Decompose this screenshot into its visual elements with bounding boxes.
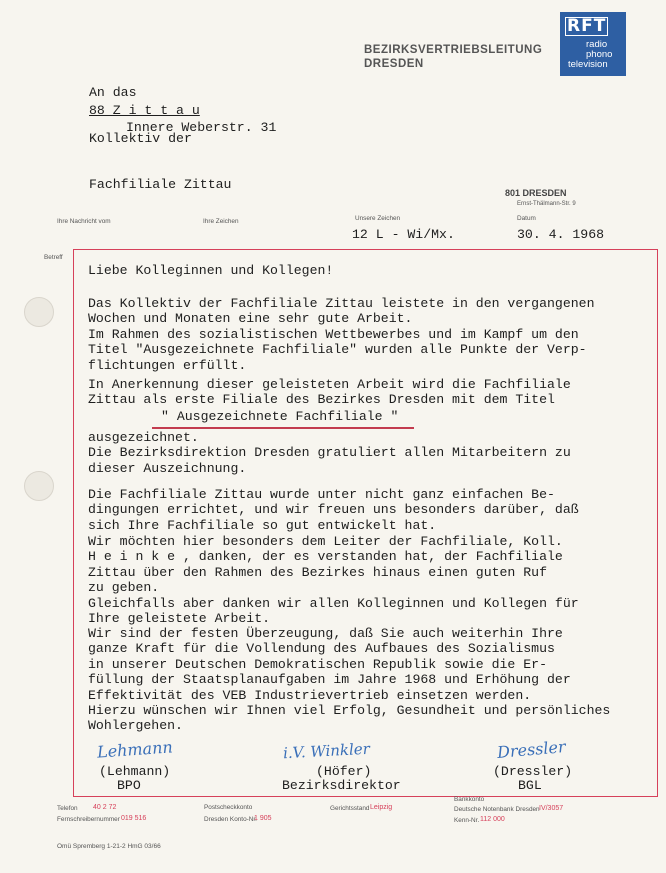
signature-hoefer: i.V. Winkler <box>282 739 371 763</box>
label-datum: Datum <box>517 215 536 222</box>
recipient-line1: An das <box>89 84 137 100</box>
rft-logo-mark: RFT <box>567 16 607 36</box>
recipient-zip-city: 88 Z i t t a u <box>89 103 200 118</box>
recipient-line3: Fachfiliale Zittau <box>89 177 232 193</box>
footer-postscheck-label: Postscheckkonto <box>204 804 253 811</box>
unsere-zeichen-value: 12 L - Wi/Mx. <box>352 227 455 242</box>
label-ihre-nachricht: Ihre Nachricht vom <box>57 218 111 225</box>
signer-2-role: Bezirksdirektor <box>282 778 401 793</box>
footer-kenn-value: 112 000 <box>480 816 505 823</box>
paragraph-2: In Anerkennung dieser geleisteten Arbeit wird die Fachfiliale Zittau als erste Filiale des Bezirkes Dresden mit dem Titel <box>88 377 571 408</box>
label-unsere-zeichen: Unsere Zeichen <box>355 215 401 222</box>
award-title-underline <box>152 427 414 429</box>
footer-bank-name: Deutsche Notenbank Dresden <box>454 806 540 813</box>
footer-postscheck-line: Dresden Konto-Nr. <box>204 816 257 823</box>
sender-street: Ernst-Thälmann-Str. 9 <box>517 201 576 207</box>
label-betreff: Betreff <box>44 254 63 261</box>
rft-logo-television: television <box>568 59 608 70</box>
rft-logo-radio: radio <box>586 39 608 50</box>
footer-fernschreib-value: 019 516 <box>121 815 147 822</box>
footer-postscheck-value: 1 905 <box>254 815 272 822</box>
signer-2-name: (Höfer) <box>316 764 372 779</box>
label-ihre-zeichen: Ihre Zeichen <box>203 218 239 225</box>
footer-bankkonto-label: Bankkonto <box>454 796 485 803</box>
recipient-line2: Kollektiv der <box>89 131 192 147</box>
paragraph-1: Das Kollektiv der Fachfiliale Zittau leistete in den vergangenen Wochen und Monaten eine sehr gute Arbeit. Im Rahmen des sozialistischen Wettbewerbes und im Kampf um den Titel "Ausgezeichnete Fachfiliale" wurden alle Punkte der Verp- flichtungen erfüllt. <box>88 296 595 373</box>
signer-3-name: (Dressler) <box>493 764 573 779</box>
footer-bank-value: IV/3057 <box>539 805 564 812</box>
signer-1-name: (Lehmann) <box>99 764 171 779</box>
signer-1-role: BPO <box>117 778 141 793</box>
paragraph-3: ausgezeichnet. Die Bezirksdirektion Dresden gratuliert allen Mitarbeitern zu dieser Auszeichnung. <box>88 430 571 476</box>
punch-hole-bottom <box>24 471 54 501</box>
sender-line2: DRESDEN <box>364 58 424 70</box>
punch-hole-top <box>24 297 54 327</box>
footer-gericht-value: Leipzig <box>370 804 393 811</box>
datum-value: 30. 4. 1968 <box>517 227 605 242</box>
footer-fernschreib-label: Fernschreibernummer <box>57 816 120 823</box>
sender-header <box>364 43 542 71</box>
salutation: Liebe Kolleginnen und Kollegen! <box>88 263 334 278</box>
paragraph-5: Wir möchten hier besonders dem Leiter der Fachfiliale, Koll. H e i n k e , danken, der es verstanden hat, der Fachfiliale Zittau über den Rahmen des Bezirkes hinaus einen guten Ruf zu geben. Gleichfalls aber danken wir allen Kolleginnen und Kollegen für Ihre geleistete Arbeit. <box>88 534 579 627</box>
paragraph-4: Die Fachfiliale Zittau wurde unter nicht ganz einfachen Be- dingungen errichtet, und wir freuen uns besonders darüber, daß sich Ihre Fachfiliale so gut entwickelt hat. <box>88 487 579 533</box>
signature-dressler: Dressler <box>496 737 567 762</box>
award-title: " Ausgezeichnete Fachfiliale " <box>161 409 399 424</box>
rft-logo-phono: phono <box>586 49 613 60</box>
recipient-street: Innere Weberstr. 31 <box>126 120 277 135</box>
paragraph-6: Wir sind der festen Überzeugung, daß Sie auch weiterhin Ihre ganze Kraft für die Vollendung des Aufbaues des Sozialismus in unserer Deutschen Demokratischen Republik sowie die Er- füllung der Staatsplanaufgaben im Jahre 1968 und Erhöhung der Effektivität des VEB Industrievertrieb einsetzen werden. Hierzu wünschen wir Ihnen viel Erfolg, Gesundheit und persönliches Wohlergehen. <box>88 626 611 734</box>
footer-gericht-label: Gerichtsstand <box>330 805 370 812</box>
footer-print-note: Omü Spremberg 1-21-2 HmG 03/66 <box>57 843 161 850</box>
rft-logo <box>560 12 626 76</box>
footer-telefon-label: Telefon <box>57 805 78 812</box>
footer-kenn-label: Kenn-Nr. <box>454 817 480 824</box>
footer-telefon-value: 40 2 72 <box>93 804 117 811</box>
signer-3-role: BGL <box>518 778 542 793</box>
sender-line1: BEZIRKSVERTRIEBSLEITUNG <box>364 44 543 56</box>
sender-city: 801 DRESDEN <box>505 188 567 198</box>
signature-lehmann: Lehmann <box>96 737 174 762</box>
